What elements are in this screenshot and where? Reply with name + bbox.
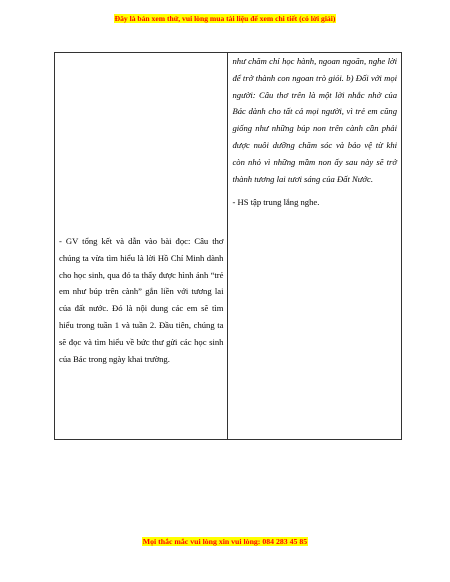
preview-banner bbox=[0, 14, 450, 23]
table-row bbox=[55, 53, 402, 440]
contact-footer bbox=[0, 537, 450, 546]
student-activity-cell bbox=[228, 53, 402, 440]
lesson-table bbox=[54, 52, 402, 440]
answer-text: như chăm chỉ học hành, ngoan ngoãn, nghe lời để trở thành con ngoan trò giỏi. b) Đối với mọi người: Câu thơ trên là một lời nhắc nhở của Bác dành cho tất cả mọi người, vì trẻ em cũng giống như những búp non trên cành cần phải được nuôi dưỡng chăm sóc và bảo vệ từ khi còn nhỏ vì những mầm non ấy sau này sẽ trở thành tương lai tươi sáng của Đất Nước. bbox=[232, 56, 397, 184]
teacher-activity-text: - GV tổng kết và dẫn vào bài đọc: Câu thơ chúng ta vừa tìm hiểu là lời Hồ Chí Minh dành cho học sinh, qua đó ta thấy được hình ảnh “trẻ em như búp trên cành” gắn liền với tương lai của đất nước. Đó là nội dung các em sẽ tìm hiểu trong tuần 1 và tuần 2. Đầu tiên, chúng ta sẽ đọc và tìm hiểu về bức thư gửi các học sinh của Bác trong ngày khai trường. bbox=[59, 236, 224, 364]
teacher-activity-cell bbox=[55, 53, 228, 440]
student-activity-text: - HS tập trung lắng nghe. bbox=[232, 197, 320, 208]
contact-footer-text: Mọi thắc mắc vui lòng xin vui lòng: 084 283 45 85 bbox=[142, 537, 308, 546]
preview-banner-text: Đây là bản xem thử, vui lòng mua tài liệu để xem chi tiết (có lời giải) bbox=[114, 14, 336, 23]
